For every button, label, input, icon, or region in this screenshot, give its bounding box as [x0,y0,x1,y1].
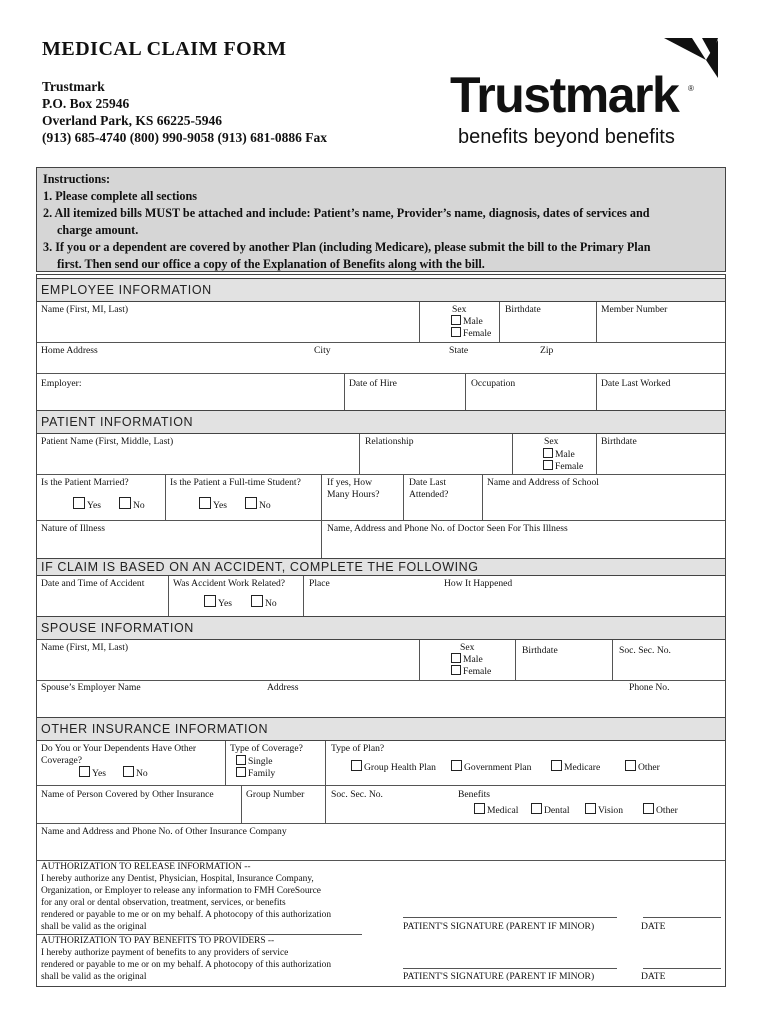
instruction-2: 2. All itemized bills MUST be attached and include: Patient’s name, Provider’s name, diagnosis, dates of services and [43,206,650,220]
pay-text-3: shall be valid as the original [41,972,147,982]
patient-section-header: PATIENT INFORMATION [37,410,725,434]
other-coverage-label-line1: Do You or Your Dependents Have Other [41,743,197,754]
release-text-3: for any oral or dental observation, treatment, services, or benefits [41,898,286,908]
accident-how-field[interactable]: How It Happened [444,578,513,589]
work-related-yes-checkbox[interactable]: Yes [204,595,232,610]
nature-of-illness-field[interactable]: Nature of Illness [41,523,105,534]
employee-home-address-field[interactable]: Home Address [41,345,98,356]
patient-sex-label: Sex [544,436,559,447]
claim-form [36,274,726,987]
spouse-ssn-field[interactable]: Soc. Sec. No. [619,645,671,656]
employee-section-header: EMPLOYEE INFORMATION [37,278,725,302]
patient-male-checkbox[interactable]: Male [543,448,575,461]
release-text-5: shall be valid as the original [41,922,147,932]
employee-sex-label: Sex [452,304,467,315]
plan-other-checkbox[interactable]: Other [625,760,660,774]
other-insurance-ssn-field[interactable]: Soc. Sec. No. [331,789,383,800]
instruction-2-cont: charge amount. [57,223,139,237]
patient-student-label: Is the Patient a Full-time Student? [170,477,301,488]
employee-male-checkbox[interactable]: Male [451,315,483,328]
date-last-worked-field[interactable]: Date Last Worked [601,378,671,389]
company-po-box: P.O. Box 25946 [42,96,130,111]
instruction-3-cont: first. Then send our office a copy of the Explanation of Benefits along with the bill. [57,257,485,271]
work-related-no-checkbox[interactable]: No [251,595,277,610]
date-of-hire-field[interactable]: Date of Hire [349,378,397,389]
patient-female-checkbox[interactable]: Female [543,460,583,473]
benefit-dental-checkbox[interactable]: Dental [531,803,570,817]
release-text-2: Organization, or Employer to release any information to FMH CoreSource [41,886,321,896]
company-phones: (913) 685-4740 (800) 990-9058 (913) 681-0886 Fax [42,130,327,145]
type-plan-label: Type of Plan? [331,743,385,754]
work-related-label: Was Accident Work Related? [173,578,286,589]
insurance-company-field[interactable]: Name and Address and Phone No. of Other Insurance Company [41,826,287,837]
group-number-field[interactable]: Group Number [246,789,305,800]
patient-birthdate-field[interactable]: Birthdate [601,436,637,447]
spouse-female-checkbox[interactable]: Female [451,665,491,678]
person-covered-field[interactable]: Name of Person Covered by Other Insurance [41,789,214,800]
employee-state-field[interactable]: State [449,345,469,356]
spouse-section-header: SPOUSE INFORMATION [37,616,725,640]
release-signature-label: PATIENT'S SIGNATURE (PARENT IF MINOR) [403,921,595,932]
pay-text-1: I hereby authorize payment of benefits to any providers of service [41,948,289,958]
logo-registered-mark: ® [688,84,694,93]
release-date-label: DATE [641,921,666,932]
accident-date-time-field[interactable]: Date and Time of Accident [41,578,145,589]
type-coverage-label: Type of Coverage? [230,743,303,754]
plan-medicare-checkbox[interactable]: Medicare [551,760,600,774]
pay-date-line[interactable] [643,968,721,969]
spouse-employer-field[interactable]: Spouse’s Employer Name [41,682,141,693]
company-name: Trustmark [42,79,105,94]
plan-government-checkbox[interactable]: Government Plan [451,760,531,774]
company-city: Overland Park, KS 66225-5946 [42,113,223,128]
spouse-birthdate-field[interactable]: Birthdate [522,645,558,656]
pay-date-label: DATE [641,971,666,982]
last-attended-label-line1: Date Last [409,477,447,488]
other-coverage-label-line2: Coverage? [41,755,83,766]
instructions-box [36,167,726,272]
employee-zip-field[interactable]: Zip [540,345,554,356]
coverage-single-checkbox[interactable]: Single [236,755,273,768]
logo-wordmark: Trustmark [450,67,679,123]
benefit-other-checkbox[interactable]: Other [643,803,678,817]
pay-title: AUTHORIZATION TO PAY BENEFITS TO PROVIDERS -- [41,936,275,946]
hours-label-line1: If yes, How [327,477,373,488]
last-attended-label-line2: Attended? [409,489,449,500]
instruction-1: 1. Please complete all sections [43,189,197,203]
release-signature-line[interactable] [403,917,617,918]
accident-section-header: IF CLAIM IS BASED ON AN ACCIDENT, COMPLETE THE FOLLOWING [37,558,725,576]
instructions-heading: Instructions: [43,172,111,186]
school-field[interactable]: Name and Address of School [487,477,599,488]
coverage-family-checkbox[interactable]: Family [236,767,275,780]
hours-label-line2: Many Hours? [327,489,380,500]
accident-place-field[interactable]: Place [309,578,330,589]
married-yes-checkbox[interactable]: Yes [73,497,101,512]
employee-member-number-field[interactable]: Member Number [601,304,668,315]
logo-tagline: benefits beyond benefits [458,126,675,148]
spouse-sex-label: Sex [460,642,475,653]
employee-city-field[interactable]: City [314,345,331,356]
pay-signature-line[interactable] [403,968,617,969]
benefits-label: Benefits [458,789,490,800]
pay-signature-label: PATIENT'S SIGNATURE (PARENT IF MINOR) [403,971,595,982]
married-no-checkbox[interactable]: No [119,497,145,512]
patient-married-label: Is the Patient Married? [41,477,129,488]
other-insurance-section-header: OTHER INSURANCE INFORMATION [37,717,725,741]
instruction-3: 3. If you or a dependent are covered by another Plan (including Medicare), please submit the bill to the Primary Plan [43,240,651,254]
spouse-male-checkbox[interactable]: Male [451,653,483,666]
occupation-field[interactable]: Occupation [471,378,516,389]
doctor-field[interactable]: Name, Address and Phone No. of Doctor Seen For This Illness [327,523,568,534]
release-text-1: I hereby authorize any Dentist, Physician, Hospital, Insurance Company, [41,874,314,884]
employee-female-checkbox[interactable]: Female [451,327,491,340]
spouse-address-field[interactable]: Address [267,682,299,693]
benefit-vision-checkbox[interactable]: Vision [585,803,623,817]
release-date-line[interactable] [643,917,721,918]
pay-text-2: rendered or payable to me or on my behalf. A photocopy of this authorization [41,960,332,970]
employer-field[interactable]: Employer: [41,378,82,389]
benefit-medical-checkbox[interactable]: Medical [474,803,518,817]
release-text-4: rendered or payable to me or on my behalf. A photocopy of this authorization [41,910,332,920]
employee-birthdate-field[interactable]: Birthdate [505,304,541,315]
employee-name-field[interactable]: Name (First, MI, Last) [41,304,129,315]
student-yes-checkbox[interactable]: Yes [199,497,227,512]
student-no-checkbox[interactable]: No [245,497,271,512]
spouse-name-field[interactable]: Name (First, MI, Last) [41,642,129,653]
patient-relationship-field[interactable]: Relationship [365,436,414,447]
plan-group-health-checkbox[interactable]: Group Health Plan [351,760,436,774]
release-title: AUTHORIZATION TO RELEASE INFORMATION -- [41,862,251,872]
other-coverage-yes-checkbox[interactable]: Yes [79,766,106,780]
spouse-phone-field[interactable]: Phone No. [629,682,670,693]
other-coverage-no-checkbox[interactable]: No [123,766,148,780]
form-title: MEDICAL CLAIM FORM [42,38,287,60]
patient-name-field[interactable]: Patient Name (First, Middle, Last) [41,436,174,447]
